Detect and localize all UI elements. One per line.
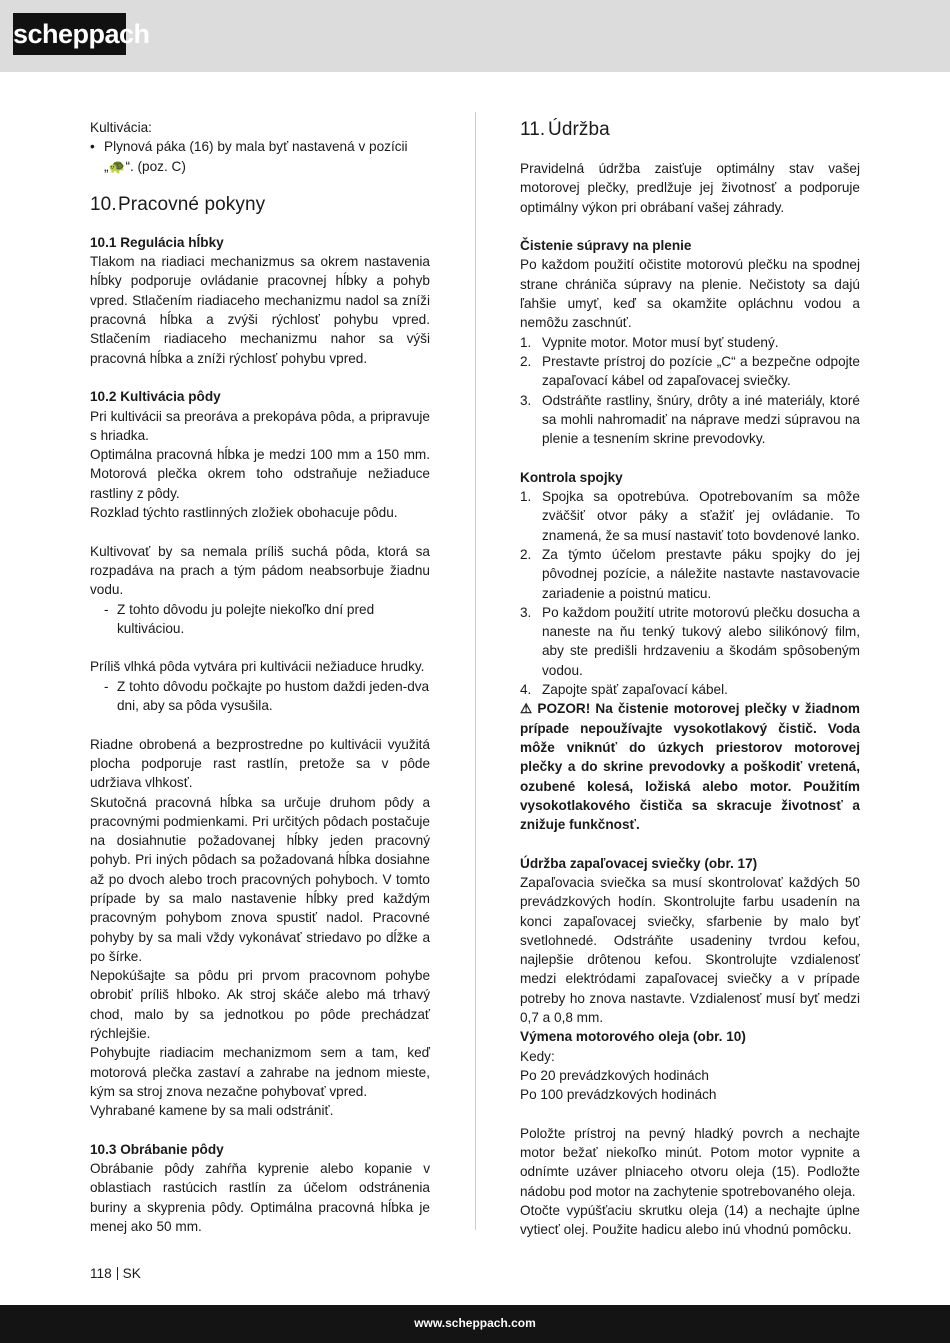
clutch-steps-list [520, 487, 860, 699]
oil-when: Kedy: [520, 1048, 555, 1064]
step-number: 1. [520, 334, 532, 350]
wet-soil-text: Príliš vlhká pôda vytvára pri kultivácii nežiaduce hrudky. [90, 659, 425, 675]
s103-text: Obrábanie pôdy zahŕňa kyprenie alebo kopanie v oblastiach rastúcich rastlín za účelom odstránenia buriny a skyprenia pôdy. Optimálna pracovná hĺbka je menej ako 50 mm. [90, 1161, 430, 1235]
warning-icon: ⚠ [520, 701, 533, 717]
numbered-step [520, 603, 860, 680]
left-column [90, 118, 430, 1236]
intro-bullet-line2: „🐢“. (poz. C) [104, 158, 186, 174]
dry-soil-dash [90, 600, 430, 639]
step-number: 4. [520, 682, 532, 698]
website-link[interactable]: www.scheppach.com [414, 1316, 536, 1330]
step-number: 2. [520, 353, 532, 369]
oil-p1: Položte prístroj na pevný hladký povrch a nechajte motor bežať niekoľko minút. Potom motor vypnite a odnímte uzáver plniaceho otvoru oleja (15). Podložte nádobu pod motor na zachytenie spotrebovaného oleja. [520, 1125, 860, 1199]
section-10-title: Pracovné pokyny [118, 193, 266, 215]
warning-text: POZOR! Na čistenie motorovej plečky v žiadnom prípade nepoužívajte vysokotlakový čistič. Voda môže vniknúť do úzkych priestorov motorovej plečky a do skrine prevodovky a poškodiť vretená, ozubené kolesá, ložiská alebo motor. Použitím vysokotlakového čističa sa skracuje životnosť a znižuje funkčnosť. [520, 701, 861, 833]
intro-bullet [90, 137, 430, 176]
s102-p2: Optimálna pracovná hĺbka je medzi 100 mm a 150 mm. Motorová plečka okrem toho odstraňuje nežiaduce rastliny z pôdy. [90, 447, 430, 501]
step-text: Odstráňte rastliny, šnúry, drôty a iné materiály, ktoré sa mohli nahromadiť na náprave medzi súpravou na plenie a tesnením skrine prevodovky. [542, 392, 860, 447]
step-text: Vypnite motor. Motor musí byť studený. [542, 334, 779, 350]
tilled-p1: Riadne obrobená a bezprostredne po kultivácii využitá plocha podporuje rast rastlín, pretože sa v pôde udržiava vlhkosť. [90, 736, 430, 791]
cleaning-title: Čistenie súpravy na plenie [520, 238, 692, 254]
oil-p2: Otočte vypúšťaciu skrutku oleja (14) a nechajte úplne vytiecť olej. Použite hadicu alebo inú vhodnú pomôcku. [520, 1203, 860, 1238]
step-text: Zapojte späť zapaľovací kábel. [542, 682, 728, 698]
cleaning-steps-list [520, 333, 860, 449]
section-10-number: 10. [90, 193, 117, 215]
page-number: 118 [90, 1266, 112, 1281]
oil-change-title: Výmena motorového oleja (obr. 10) [520, 1029, 746, 1045]
cleaning-text: Po každom použití očistite motorovú plečku na spodnej strane chrániča súpravy na plenie. Nečistoty sa dajú ľahšie umyť, keď sa okamžite opláchnu vodou a nemôžu zaschnúť. [520, 257, 860, 331]
intro-label: Kultivácia: [90, 120, 152, 135]
step-text: Po každom použití utrite motorovú plečku dosucha a naneste na ňu tenký tukový alebo silikónový film, aby ste predišli hrdzaveniu a škodám spôsobeným vodou. [542, 604, 860, 678]
page-number-block [90, 1266, 141, 1281]
spark-plug-text: Zapaľovacia sviečka sa musí skontrolovať každých 50 prevádzkových hodín. Skontrolujte farbu usadenín na konci zapaľovacej sviečky, sfarbenie by malo byť svetlohnedé. Odstráňte usadeniny tvrdou kefou, najlepšie drôtenou kefou. Skontrolujte vzdialenosť medzi elektródami zapaľovacej sviečky a v prípade potreby ho znova nastavte. Vzdialenosť musí byť medzi 0,7 a 0,8 mm. [520, 874, 860, 1026]
s102-p3: Rozklad týchto rastlinných zložiek obohacuje pôdu. [90, 505, 398, 521]
numbered-step [520, 487, 860, 545]
step-text: Za týmto účelom prestavte páku spojky do jej pôvodnej pozície, a náležite nastavte nastavovacie zariadenie a poistnú maticu. [542, 546, 860, 601]
section-11-title: Údržba [548, 119, 610, 140]
step-text: Prestavte prístroj do pozície „C“ a bezpečne odpojte zapaľovací kábel od zapaľovacej sviečky. [542, 353, 860, 389]
numbered-step [520, 352, 860, 391]
section-10-heading [90, 193, 430, 217]
column-divider [475, 112, 476, 1230]
clutch-title: Kontrola spojky [520, 469, 623, 485]
oil-interval-2: Po 100 prevádzkových hodinách [520, 1087, 717, 1103]
wet-soil-dash-text: Z tohto dôvodu počkajte po hustom daždi jeden-dva dni, aby sa pôda vysušila. [117, 678, 430, 714]
section-11-heading [520, 118, 860, 142]
dry-soil-text: Kultivovať by sa nemala príliš suchá pôda, ktorá sa rozpadáva na prach a tým pádom neabsorbuje žiadnu vodu. [90, 543, 430, 598]
right-column [520, 118, 860, 1240]
wet-soil-dash [90, 677, 430, 716]
tilled-p2: Skutočná pracovná hĺbka sa určuje druhom pôdy a pracovnými podmienkami. Pri určitých pôdach postačuje na dosiahnutie požadovanej hĺbky jeden pracovný pohyb. Pri iných pôdach sa požadovaná hĺbka dosiahne až po dvoch alebo troch pracovných pohyboch. V tomto prípade by sa malo nastavenie hĺbky pred každým pracovným pohybom znova spustiť nadol. Pracovné pohyby by sa mali vždy vykonávať striedavo po dĺžke a po šírke. [90, 794, 430, 964]
tilled-p4: Pohybujte riadiacim mechanizmom sem a tam, keď motorová plečka zastaví a zahrabe na jednom mieste, kým sa stroj znova nezačne pohybovať vpred. [90, 1045, 430, 1099]
step-number: 3. [520, 604, 532, 620]
page-footer [0, 1305, 950, 1343]
maintenance-intro: Pravidelná údržba zaisťuje optimálny stav vašej motorovej plečky, predlžuje jej životnosť a podporuje optimálny výkon pri obrábaní vašej záhrady. [520, 161, 860, 215]
dash-mark: - [104, 678, 109, 694]
language-code: SK [122, 1266, 141, 1281]
s101-title: 10.1 Regulácia hĺbky [90, 234, 224, 250]
numbered-step [520, 391, 860, 449]
tilled-p3: Nepokúšajte sa pôdu pri prvom pracovnom pohybe obrobiť príliš hlboko. Ak stroj skáče alebo má trhavý chod, malo by sa jednotkou po pôde prechádzať rýchlejšie. [90, 968, 430, 1042]
step-text: Spojka sa opotrebúva. Opotrebovaním sa môže zväčšiť otvor páky a sťažiť jej ovládanie. To znamená, že sa musí nastaviť toto bovdenové lanko. [542, 489, 860, 543]
section-11-number: 11. [520, 119, 546, 140]
brand-logo: scheppach [13, 13, 126, 55]
s101-text: Tlakom na riadiaci mechanizmus sa okrem nastavenia hĺbky podporuje ovládanie pracovnej hĺbky a pohyb vpred. Stlačením riadiaceho mechanizmu nadol sa zníži pracovná hĺbka a zvýši rýchlosť pohybu vpred. Stlačením riadiaceho mechanizmu nahor sa výši pracovná hĺbka a zníži rýchlosť pohybu vpred. [90, 254, 430, 366]
step-number: 3. [520, 392, 532, 408]
dash-mark: - [104, 601, 109, 617]
page-header [0, 0, 950, 72]
spark-plug-title: Údržba zapaľovacej sviečky (obr. 17) [520, 855, 758, 871]
page-number-separator [117, 1267, 118, 1280]
intro-bullet-line1: Plynová páka (16) by mala byť nastavená v pozícii [104, 139, 408, 155]
numbered-step [520, 680, 860, 699]
warning-block [520, 699, 860, 834]
s102-p1: Pri kultivácii sa preoráva a prekopáva pôda, a pripravuje s hriadka. [90, 408, 430, 443]
step-number: 2. [520, 546, 532, 562]
s102-title: 10.2 Kultivácia pôdy [90, 389, 221, 405]
numbered-step [520, 333, 860, 352]
oil-interval-1: Po 20 prevádzkových hodinách [520, 1067, 709, 1083]
s103-title: 10.3 Obrábanie pôdy [90, 1141, 224, 1157]
dry-soil-dash-text: Z tohto dôvodu ju polejte niekoľko dní pred kultiváciou. [117, 601, 375, 636]
bullet-mark: • [90, 139, 95, 155]
tilled-p5: Vyhrabané kamene by sa mali odstrániť. [90, 1103, 334, 1119]
numbered-step [520, 545, 860, 603]
step-number: 1. [520, 489, 532, 505]
